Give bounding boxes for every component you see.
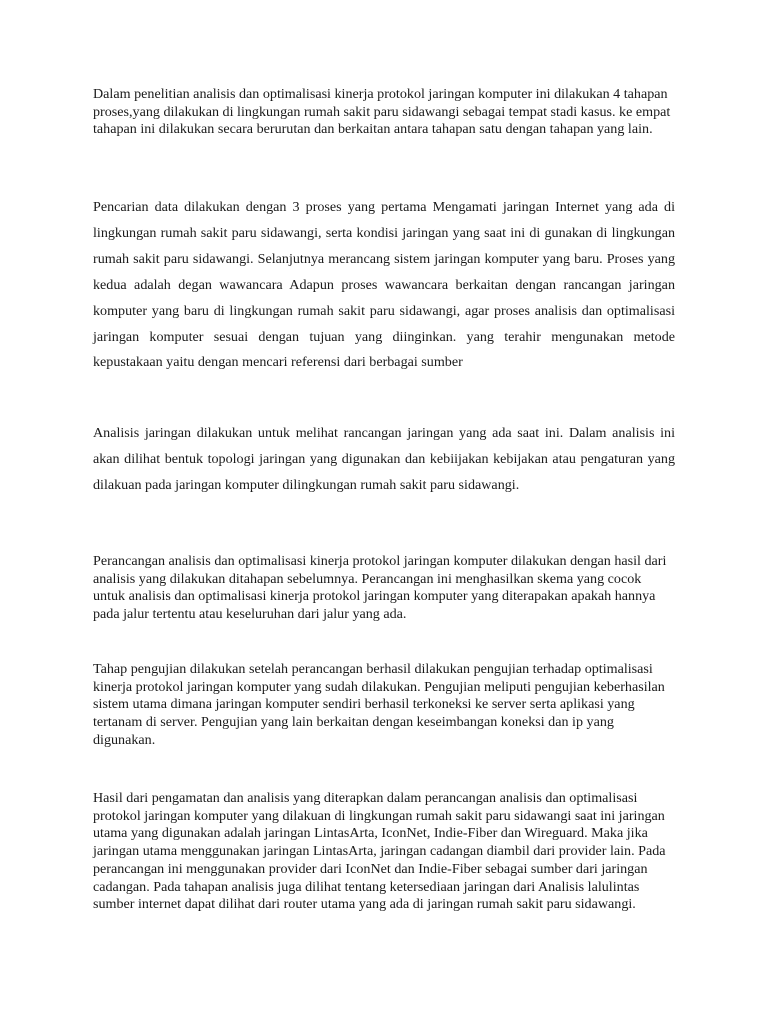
paragraph-data-collection: Pencarian data dilakukan dengan 3 proses yang pertama Mengamati jaringan Internet yang ada di lingkungan rumah sakit paru sidawangi, serta kondisi jaringan yang saat ini di gunakan di lingkungan rumah sakit paru sidawangi. Selanjutnya merancang sistem jaringan komputer yang baru. Proses yang kedua adalah degan wawancara Adapun proses wawancara berkaitan dengan rancangan jaringan komputer yang baru di lingkungan rumah sakit paru sidawangi, agar proses analisis dan optimalisasi jaringan komputer sesuai dengan tujuan yang diinginkan. yang terahir mengunakan metode kepustakaan yaitu dengan mencari referensi dari berbagai sumber — [93, 199, 675, 371]
paragraph-design: Perancangan analisis dan optimalisasi kinerja protokol jaringan komputer dilakukan dengan hasil dari analisis yang dilakukan ditahapan sebelumnya. Perancangan ini menghasilkan skema yang cocok untuk analisis dan optimalisasi kinerja protokol jaringan komputer yang diterapakan apakah hannya pada jalur tertentu atau keseluruhan dari jalur yang ada. — [93, 553, 667, 623]
paragraph-results: Hasil dari pengamatan dan analisis yang diterapkan dalam perancangan analisis dan optimalisasi protokol jaringan komputer yang dilakuan di lingkungan rumah sakit paru sidawangi saat ini jaringan utama yang digunakan adalah jaringan LintasArta, IconNet, Indie-Fiber dan Wireguard. Maka jika jaringan utama menggunakan jaringan LintasArta, jaringan cadangan diambil dari provider lain. Pada perancangan ini menggunakan provider dari IconNet dan Indie-Fiber sebagai sumber dari jaringan cadangan. Pada tahapan analisis juga dilihat tentang ketersediaan jaringan dari Analisis lalulintas sumber internet dapat dilihat dari router utama yang ada di jaringan rumah sakit paru sidawangi. — [93, 790, 666, 913]
paragraph-network-analysis: Analisis jaringan dilakukan untuk melihat rancangan jaringan yang ada saat ini. Dalam analisis ini akan dilihat bentuk topologi jaringan yang digunakan dan kebiijakan kebijakan atau pengaturan yang dilakuan pada jaringan komputer dilingkungan rumah sakit paru sidawangi. — [93, 425, 675, 493]
paragraph-stages-overview: Dalam penelitian analisis dan optimalisasi kinerja protokol jaringan komputer ini dilakukan 4 tahapan proses,yang dilakukan di lingkungan rumah sakit paru sidawangi sebagai tempat stadi kasus. ke empat tahapan ini dilakukan secara berurutan dan berkaitan antara tahapan satu dengan tahapan yang lain. — [93, 86, 671, 138]
paragraph-testing: Tahap pengujian dilakukan setelah perancangan berhasil dilakukan pengujian terhadap optimalisasi kinerja protokol jaringan komputer yang sudah dilakukan. Pengujian meliputi pengujian keberhasilan sistem utama dimana jaringan komputer sendiri berhasil terkoneksi ke server serta aplikasi yang tertanam di server. Pengujian yang lain berkaitan dengan keseimbangan koneksi dan ip yang digunakan. — [93, 661, 665, 748]
